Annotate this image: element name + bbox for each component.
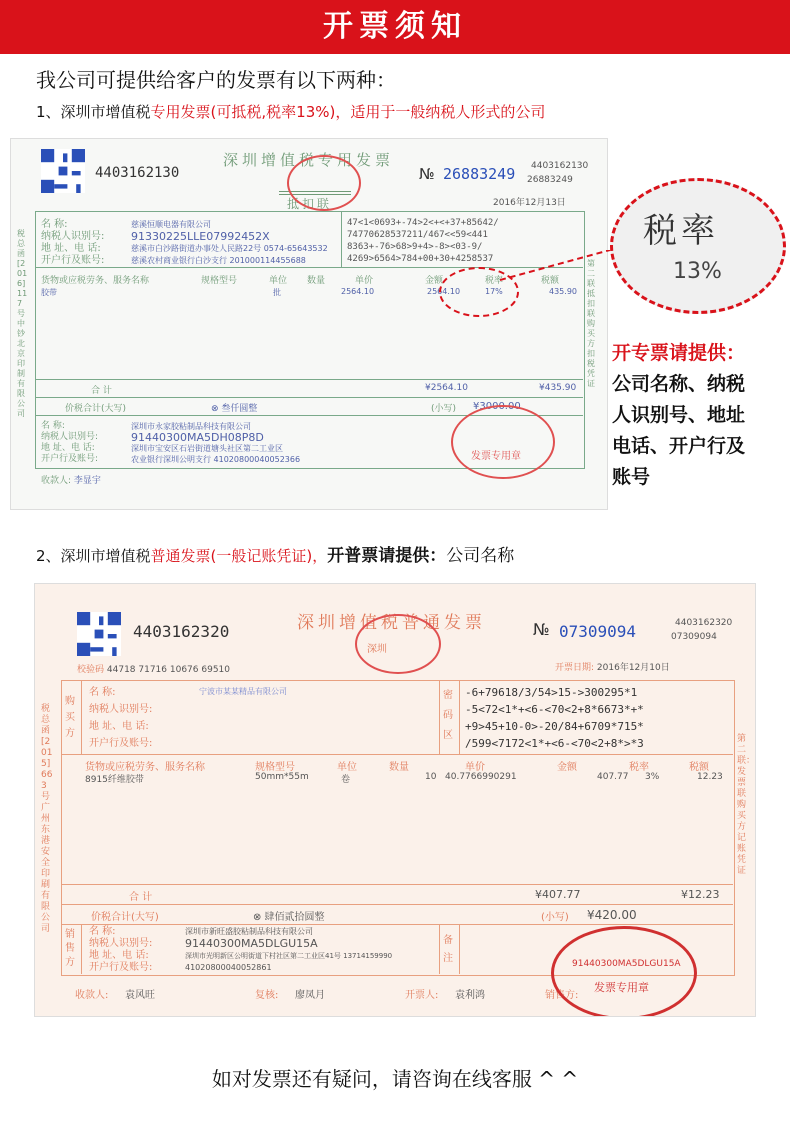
item2-need-label: 开普票请提供： [327,546,447,566]
qr-code-icon [77,612,121,656]
divider [61,754,733,755]
divider [81,924,82,974]
cipher-line: +9>45+10-0>-20/84+6709*715* [465,720,644,733]
stamp-text: 发票专用章 [471,451,521,462]
buyer-value: 慈溪恒顺电器有限公司 [131,220,211,229]
total-caps: ⊗ 叁仟圆整 [211,404,258,414]
goods-cell: 胶带 [41,288,57,297]
invoice-date: 2016年12月13日 [493,198,566,208]
seller-label: 纳税人识别号: [41,432,99,442]
cipher-line: /599<7172<1*+<6-<70<2+8*>*3 [465,737,644,750]
goods-cell: 8915纤维胶带 [85,775,144,785]
seller-value: 41020800040052861 [185,963,272,972]
col-header: 货物或应税劳务、服务名称 [85,762,205,773]
date-row [555,660,670,673]
buyer-label: 地 址、电 话: [89,721,149,732]
buyer-label: 地 址、电 话: [41,243,101,254]
item2-need-value: 公司名称 [446,546,515,566]
invoice-code: 4403162130 [95,165,180,181]
seller-labels [41,421,98,465]
goods-cell: 12.23 [697,772,723,782]
cipher-section-label: 密码区 [443,690,453,741]
goods-cell: 2564.10 [341,287,375,296]
buyer-value: 慈溪农村商业银行白沙支行 201000114455688 [131,256,306,265]
seller-value: 91440300MA5DLGU15A [185,937,318,950]
buyer-value: 宁波市某某精品有限公司 [199,687,287,696]
invoice-code: 4403162320 [133,622,230,641]
buyer-section-label: 购买方 [65,696,75,739]
seller-label: 开户行及账号: [89,962,153,973]
seller-label: 名 称: [89,926,116,937]
divider [341,211,342,267]
seller-label: 开户行及账号: [41,454,99,464]
invoice-title: 深圳增值税普通发票 [297,613,486,633]
col-header: 单位 [337,762,357,773]
copy-label: 第二联抵扣联购买方扣税凭证 [587,259,595,388]
invoice-no: 26883249 [443,165,516,183]
ordinary-invoice-image [34,583,756,1017]
seller-values [131,421,300,465]
subtotal-label: 合 计 [91,386,112,396]
cipher-block [465,684,644,752]
zoom-value: 13% [673,259,722,284]
divider [459,680,460,754]
col-header: 货物或应税劳务、服务名称 [41,276,150,286]
invoice-subtitle: 深圳 [367,644,387,655]
subtotal-tax: ¥435.90 [539,383,577,393]
payee-label: 收款人: [41,476,72,486]
requirements-line: 账号 [612,466,651,488]
check-code-value: 44718 71716 10676 69510 [106,665,230,675]
invoice-subtitle: 抵扣联 [287,197,333,211]
seller-stamp [551,926,697,1017]
invoice-code-small: 4403162320 [675,618,733,628]
col-header: 税率 [485,276,504,286]
divider [439,924,440,974]
col-header: 金额 [557,762,577,773]
review-label: 复核: [255,990,279,1001]
qr-code-icon [41,149,85,193]
total-label: 价税合计(大写) [65,404,127,414]
payee-value: 袁风旺 [125,990,155,1001]
goods-cell: 50mm*55m [255,772,309,782]
printer-note: 税总函[2015]663号广州东港安全印刷有限公司 [41,704,53,934]
buyer-label: 纳税人识别号: [41,231,105,242]
total-small: ¥3000.00 [473,401,521,412]
col-header: 税额 [541,276,560,286]
divider [35,397,583,398]
requirements-heading: 开专票请提供： [612,342,746,364]
divider [81,680,82,754]
cipher-block [347,217,499,265]
date-label: 开票日期: [555,663,595,673]
col-header: 规格型号 [255,762,295,773]
col-header: 单位 [269,276,288,286]
divider [35,379,583,380]
goods-cell: 407.77 [597,772,629,782]
special-invoice-requirements [612,338,787,493]
col-header: 单价 [355,276,374,286]
footer-note: 如对发票还有疑问，请咨询在线客服 ^ ^ [211,1067,579,1091]
issuer-label: 开票人: [405,990,439,1001]
goods-cell: 10 [425,772,437,782]
buyer-label: 名 称: [41,219,68,230]
divider [61,924,733,925]
tax-rate-zoom [610,178,786,314]
item1-line [36,101,545,122]
seller-value: 深圳市新旺盛胶粘制品科技有限公司 [185,927,313,936]
review-value: 廖凤月 [295,990,325,1001]
subtotal-label: 合 计 [129,892,153,903]
goods-cell: 批 [273,288,281,297]
cipher-line: 4269>6564>784+00+30+4258537 [347,254,494,264]
subtotal-amount: ¥2564.10 [425,383,468,393]
date-value: 2016年12月10日 [596,663,670,673]
seller-label: 纳税人识别号: [89,938,153,949]
payee-label: 收款人: [75,990,109,1001]
goods-cell: 40.7766990291 [445,772,517,782]
subtotal-tax: ¥12.23 [681,888,720,901]
remark-section-label: 备注 [443,935,453,964]
seller-value: 深圳市永家胶粘制品科技有限公司 [131,422,251,431]
requirements-line: 公司名称、纳税 [612,373,746,395]
total-small-label: (小写) [431,404,457,414]
buyer-values [131,219,328,267]
col-header: 数量 [389,762,409,773]
col-header: 金额 [425,276,444,286]
seller-value: 深圳市光明新区公明街道下村社区第二工业区41号 13714159990 [185,952,393,960]
item2-line [36,541,514,566]
tax-seal-stamp [355,614,441,674]
tax-seal-stamp [287,155,361,211]
goods-cell: 卷 [341,775,351,785]
issuer-value: 袁利鸿 [455,990,485,1001]
goods-cell: 435.90 [549,287,577,296]
divider [61,904,733,905]
printer-note: 税总函[2016]117号中钞北京印制有限公司 [17,229,28,418]
col-header: 税率 [629,762,649,773]
seller-value: 深圳市宝安区石岩街道塘头社区第二工业区 [131,444,283,453]
requirements-line: 人识别号、地址 [612,404,746,426]
goods-cell: 3% [645,772,660,782]
cipher-line: -6+79618/3/54>15->300295*1 [465,686,638,699]
item1-prefix: 1、深圳市增值税 [36,103,151,121]
buyer-label: 纳税人识别号: [89,704,153,715]
page-title-banner: 开票须知 [0,0,790,54]
invoice-no-small: 26883249 [527,175,573,185]
item1-type: 专用发票(可抵税,税率13%)，适用于一般纳税人形式的公司 [150,103,546,121]
subtotal-amount: ¥407.77 [535,888,581,901]
item2-type: 普通发票(一般记账凭证)， [150,547,328,565]
col-header: 数量 [307,276,326,286]
stamp-text: 发票专用章 [594,981,649,994]
buyer-labels [89,684,152,752]
copy-label: 第二联：发票联 购买方记账凭证 [737,734,756,876]
cipher-line: -5<72<1*+<6-<70<2+8*6673*+* [465,703,644,716]
stamp-code: 91440300MA5DLGU15A [572,959,681,969]
invoice-no-label: № [419,165,435,183]
seller-label: 地 址、电 话: [41,443,95,453]
goods-cell: 2564.10 [427,287,461,296]
invoice-no-small: 07309094 [671,632,717,642]
zoom-label: 税率 [643,211,719,251]
cipher-line: 74770628537211/467<<59<441 [347,230,488,240]
invoice-code-small: 4403162130 [531,161,589,171]
item2-prefix: 2、深圳市增值税 [36,547,151,565]
total-small: ¥420.00 [587,908,637,922]
seller-label: 名 称: [41,421,65,431]
seller-label: 地 址、电 话: [89,950,149,961]
seller-sign-label: 销售方: [545,990,579,1001]
col-header: 规格型号 [201,276,238,286]
total-small-label: (小写) [541,912,569,923]
buyer-value: 91330225LLE07992452X [131,230,270,243]
seller-values [185,926,392,974]
check-code-row [77,662,230,675]
divider [459,924,460,974]
seller-stamp [451,405,555,479]
seller-labels [89,926,152,974]
check-code-label: 校验码 [77,665,105,675]
buyer-labels [41,219,104,267]
payee-row [41,473,101,486]
col-header: 单价 [465,762,485,773]
seller-section-label: 销售方 [65,929,75,968]
intro-text: 我公司可提供给客户的发票有以下两种： [36,68,396,92]
requirements-line: 电话、开户行及 [612,435,746,457]
cipher-line: 47<1<0693+-74>2<+<+37+85642/ [347,218,499,228]
total-caps: ⊗ 肆佰贰拾圆整 [253,912,325,923]
cipher-line: 8363+-76>68>9+4>-8><03-9/ [347,242,483,252]
special-invoice-image [10,138,608,510]
buyer-label: 名 称: [89,687,116,698]
invoice-no: 07309094 [559,622,637,641]
divider [61,884,733,885]
invoice-title: 深圳增值税专用发票 [223,151,395,169]
goods-cell: 17% [485,287,503,296]
invoice-no-label: № [533,620,550,639]
seller-value: 农业银行深圳公明支行 41020800040052366 [131,455,301,464]
buyer-value: 慈溪市白沙路街道办事处人民路22号 0574-65643532 [131,244,328,253]
col-header: 税额 [689,762,709,773]
payee-value: 李显宇 [73,476,101,486]
seller-value: 91440300MA5DH08P8D [131,431,264,444]
buyer-label: 开户行及账号: [41,255,105,266]
total-label: 价税合计(大写) [91,912,159,923]
divider [439,680,440,754]
buyer-label: 开户行及账号: [89,738,153,749]
zoom-connector [500,250,620,290]
